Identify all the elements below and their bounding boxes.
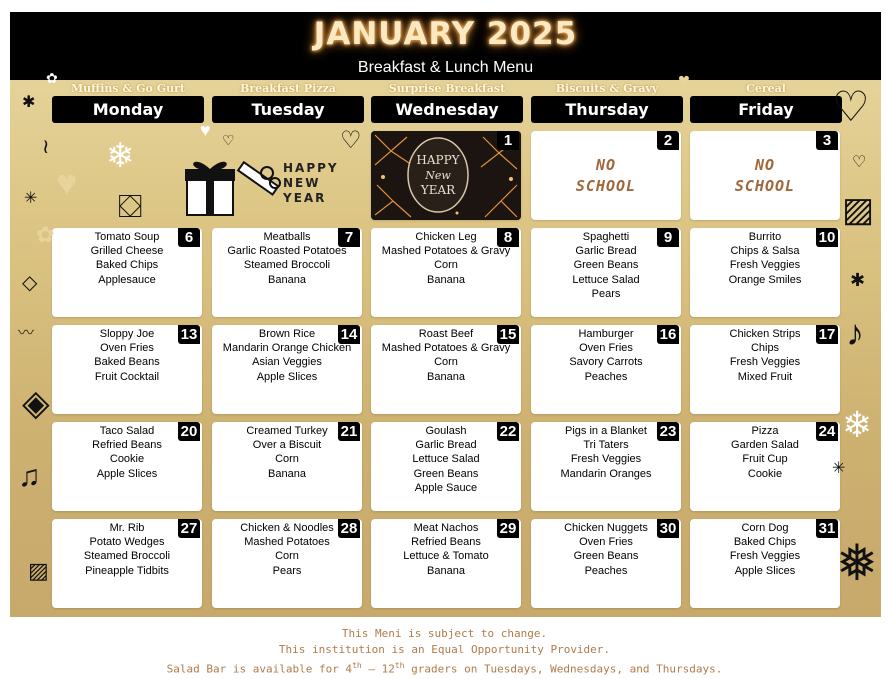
snowflake-icon: ❄ bbox=[106, 137, 135, 175]
day-header-friday: Friday bbox=[690, 96, 842, 123]
day-cell-1 bbox=[371, 131, 521, 220]
menu-item: Mixed Fruit bbox=[737, 370, 793, 383]
menu-item: Pears bbox=[591, 287, 621, 300]
menu-item: Savory Carrots bbox=[569, 356, 643, 369]
heart-icon: ♥ bbox=[200, 120, 211, 140]
greeting-line-2: NEW bbox=[283, 176, 321, 190]
sparkle-icon: ✳ bbox=[24, 190, 38, 207]
music-note-icon: ♫ bbox=[18, 460, 41, 493]
day-number: 14 bbox=[338, 325, 360, 344]
gift-outline-icon: ⛋ bbox=[118, 188, 143, 224]
day-number: 3 bbox=[816, 131, 838, 150]
menu-item: Pigs in a Blanket bbox=[565, 425, 647, 437]
menu-item: Garden Salad bbox=[731, 439, 799, 452]
menu-item: Mashed Potatoes & Gravy bbox=[381, 245, 511, 258]
menu-item: Chips & Salsa bbox=[730, 245, 800, 258]
day-cell-21 bbox=[212, 422, 362, 511]
fireworks-caption-3: YEAR bbox=[420, 183, 456, 197]
menu-item: Meatballs bbox=[263, 231, 311, 243]
day-number: 16 bbox=[657, 325, 679, 344]
menu-item: Garlic Roasted Potatoes bbox=[227, 245, 347, 258]
music-note-icon: ♪ bbox=[846, 312, 864, 353]
menu-item: Banana bbox=[427, 564, 465, 577]
day-number: 29 bbox=[497, 519, 519, 538]
footer-line-1: This Meni is subject to change. bbox=[341, 627, 548, 640]
menu-item: Corn bbox=[434, 356, 458, 369]
day-cell-3 bbox=[690, 131, 840, 220]
greeting-line-1: HAPPY bbox=[283, 161, 339, 175]
day-number: 17 bbox=[816, 325, 838, 344]
day-cell-23 bbox=[531, 422, 681, 511]
menu-item: Mashed Potatoes & Gravy bbox=[381, 342, 511, 355]
menu-items bbox=[371, 521, 521, 578]
menu-item: Fresh Veggies bbox=[729, 356, 801, 369]
menu-items bbox=[690, 230, 840, 287]
breakfast-label-thursday: Biscuits & Gravy bbox=[555, 82, 659, 95]
day-cell-13 bbox=[52, 325, 202, 414]
menu-item: Sloppy Joe bbox=[99, 328, 155, 340]
day-cell-22 bbox=[371, 422, 521, 511]
day-cell-14 bbox=[212, 325, 362, 414]
footer-notes bbox=[0, 626, 889, 678]
heart-gold-icon: ♥ bbox=[56, 162, 78, 203]
menu-items bbox=[212, 424, 362, 481]
page-subtitle: Breakfast & Lunch Menu bbox=[357, 59, 534, 76]
breakfast-label-tuesday: Breakfast Pizza bbox=[240, 82, 336, 95]
footer-line-2: This institution is an Equal Opportunity Provider. bbox=[278, 643, 611, 656]
menu-item: Pizza bbox=[751, 425, 779, 437]
day-number: 22 bbox=[497, 422, 519, 441]
menu-item: Cookie bbox=[747, 467, 783, 480]
footer-sup-1: th bbox=[352, 661, 362, 670]
menu-item: Lettuce & Tomato bbox=[403, 550, 489, 563]
menu-item: Mandarin Oranges bbox=[560, 467, 652, 480]
menu-items bbox=[212, 521, 362, 578]
menu-item: Spaghetti bbox=[582, 231, 630, 243]
menu-items bbox=[690, 327, 840, 384]
day-cell-20 bbox=[52, 422, 202, 511]
flower-icon: ✿ bbox=[36, 222, 55, 247]
day-cell-29 bbox=[371, 519, 521, 608]
no-school-line-2: SCHOOL bbox=[575, 177, 637, 195]
menu-item: Chicken Nuggets bbox=[564, 522, 648, 534]
menu-item: Chicken & Noodles bbox=[240, 522, 334, 534]
day-header-tuesday: Tuesday bbox=[212, 96, 364, 123]
menu-item: Baked Chips bbox=[95, 259, 159, 272]
breakfast-label-friday: Cereal bbox=[746, 82, 786, 95]
menu-poster bbox=[10, 12, 881, 617]
menu-items bbox=[52, 327, 202, 384]
menu-item: Mandarin Orange Chicken bbox=[222, 342, 352, 355]
squiggle-icon: ≀ bbox=[42, 136, 50, 158]
menu-item: Roast Beef bbox=[418, 328, 474, 340]
menu-items bbox=[690, 424, 840, 481]
menu-item: Fruit Cup bbox=[742, 453, 788, 466]
menu-item: Corn Dog bbox=[741, 522, 789, 534]
menu-items bbox=[212, 230, 362, 287]
menu-item: Banana bbox=[427, 273, 465, 286]
happy-new-year-text bbox=[283, 161, 339, 206]
day-number: 7 bbox=[338, 228, 360, 247]
menu-item: Corn bbox=[275, 550, 299, 563]
menu-item: Brown Rice bbox=[258, 328, 316, 340]
day-number: 31 bbox=[816, 519, 838, 538]
day-number: 23 bbox=[657, 422, 679, 441]
fireworks-caption bbox=[408, 153, 468, 198]
day-number: 6 bbox=[178, 228, 200, 247]
menu-item: Potato Wedges bbox=[89, 536, 165, 549]
menu-item: Taco Salad bbox=[99, 425, 155, 437]
menu-item: Green Beans bbox=[413, 467, 479, 480]
menu-item: Apple Sauce bbox=[414, 481, 478, 494]
wave-icon: 〰 bbox=[18, 325, 35, 342]
day-cell-28 bbox=[212, 519, 362, 608]
day-header-wednesday: Wednesday bbox=[371, 96, 523, 123]
menu-items bbox=[52, 230, 202, 287]
page-title: JANUARY 2025 bbox=[313, 16, 578, 52]
menu-item: Asian Veggies bbox=[252, 356, 322, 369]
menu-item: Oven Fries bbox=[100, 342, 154, 355]
gift-box-icon bbox=[185, 155, 285, 217]
menu-items bbox=[531, 230, 681, 301]
heart-outline-icon: ♡ bbox=[222, 132, 235, 148]
day-number: 10 bbox=[816, 228, 838, 247]
menu-item: Banana bbox=[268, 467, 306, 480]
title-banner bbox=[10, 12, 881, 80]
sparkle-icon: ✱ bbox=[850, 270, 866, 290]
menu-item: Burrito bbox=[748, 231, 782, 243]
day-number: 13 bbox=[178, 325, 200, 344]
menu-item: Corn bbox=[434, 259, 458, 272]
no-school-text bbox=[531, 155, 681, 197]
day-cell-7 bbox=[212, 228, 362, 317]
menu-item: Steamed Broccoli bbox=[243, 259, 331, 272]
no-school-line-1: NO bbox=[595, 156, 617, 174]
menu-items bbox=[531, 327, 681, 384]
menu-item: Refried Beans bbox=[92, 439, 162, 452]
menu-item: Steamed Broccoli bbox=[83, 550, 171, 563]
menu-item: Fresh Veggies bbox=[570, 453, 642, 466]
stripes-icon: ▨ bbox=[842, 191, 875, 229]
day-cell-17 bbox=[690, 325, 840, 414]
day-number: 9 bbox=[657, 228, 679, 247]
menu-item: Oven Fries bbox=[579, 342, 633, 355]
fireworks-caption-2: New bbox=[425, 169, 451, 182]
menu-item: Apple Slices bbox=[256, 370, 318, 383]
footer-line-3 bbox=[0, 658, 889, 678]
menu-item: Garlic Bread bbox=[415, 439, 477, 452]
menu-item: Goulash bbox=[425, 425, 467, 437]
day-cell-10 bbox=[690, 228, 840, 317]
day-number: 20 bbox=[178, 422, 200, 441]
menu-item: Hamburger bbox=[578, 328, 634, 340]
menu-item: Cookie bbox=[109, 453, 145, 466]
menu-items bbox=[531, 424, 681, 481]
day-number: 24 bbox=[816, 422, 838, 441]
menu-item: Peaches bbox=[584, 370, 628, 383]
menu-item: Over a Biscuit bbox=[252, 439, 322, 452]
menu-items bbox=[531, 521, 681, 578]
menu-item: Banana bbox=[427, 370, 465, 383]
day-cell-2 bbox=[531, 131, 681, 220]
menu-item: Fresh Veggies bbox=[729, 550, 801, 563]
menu-item: Tomato Soup bbox=[94, 231, 160, 243]
footer-line-3-part-a: Salad Bar is available for 4 bbox=[166, 662, 353, 676]
footer-sup-2: th bbox=[394, 661, 405, 670]
day-number: 15 bbox=[497, 325, 519, 344]
day-number: 30 bbox=[657, 519, 679, 538]
fireworks-caption-1: HAPPY bbox=[416, 153, 460, 167]
no-school-line-1: NO bbox=[754, 156, 776, 174]
diamond-icon: ◇ bbox=[22, 272, 38, 294]
heart-outline-icon: ♡ bbox=[852, 154, 867, 171]
no-school-text bbox=[690, 155, 840, 197]
day-cell-16 bbox=[531, 325, 681, 414]
menu-items bbox=[690, 521, 840, 578]
day-number: 8 bbox=[497, 228, 519, 247]
menu-item: Fruit Cocktail bbox=[94, 370, 160, 383]
day-cell-15 bbox=[371, 325, 521, 414]
menu-item: Banana bbox=[268, 273, 306, 286]
footer-line-3-part-c: graders on Tuesdays, Wednesdays, and Thursdays. bbox=[404, 662, 723, 676]
menu-item: Mashed Potatoes bbox=[244, 536, 330, 549]
menu-item: Pears bbox=[272, 564, 302, 577]
menu-item: Pineapple Tidbits bbox=[85, 564, 169, 577]
day-number: 28 bbox=[338, 519, 360, 538]
snowflake-icon: ❄ bbox=[842, 404, 873, 445]
stripes-icon: ▨ bbox=[28, 558, 49, 583]
day-cell-31 bbox=[690, 519, 840, 608]
day-number: 1 bbox=[497, 131, 519, 150]
menu-item: Chips bbox=[750, 342, 780, 355]
menu-items bbox=[371, 327, 521, 384]
day-cell-30 bbox=[531, 519, 681, 608]
breakfast-label-monday: Muffins & Go Gurt bbox=[71, 82, 185, 95]
gift-outline-icon: ◈ bbox=[22, 382, 50, 423]
menu-items bbox=[52, 521, 202, 578]
menu-item: Garlic Bread bbox=[575, 245, 637, 258]
menu-item: Refried Beans bbox=[411, 536, 481, 549]
day-cell-24 bbox=[690, 422, 840, 511]
day-number: 21 bbox=[338, 422, 360, 441]
menu-item: Chicken Strips bbox=[729, 328, 801, 340]
sparkle-icon: ✳ bbox=[832, 460, 846, 477]
menu-item: Peaches bbox=[584, 564, 628, 577]
menu-item: Baked Chips bbox=[733, 536, 797, 549]
menu-item: Creamed Turkey bbox=[246, 425, 328, 437]
day-header-thursday: Thursday bbox=[531, 96, 683, 123]
day-number: 27 bbox=[178, 519, 200, 538]
menu-item: Applesauce bbox=[98, 273, 156, 286]
menu-item: Apple Slices bbox=[96, 467, 158, 480]
menu-item: Mr. Rib bbox=[109, 522, 145, 534]
day-cell-8 bbox=[371, 228, 521, 317]
snowflake-icon: ❅ bbox=[836, 535, 878, 591]
menu-item: Oven Fries bbox=[579, 536, 633, 549]
day-cell-9 bbox=[531, 228, 681, 317]
menu-item: Tri Taters bbox=[583, 439, 629, 452]
menu-item: Grilled Cheese bbox=[90, 245, 164, 258]
menu-item: Lettuce Salad bbox=[572, 273, 640, 286]
menu-items bbox=[371, 424, 521, 495]
menu-item: Baked Beans bbox=[94, 356, 160, 369]
day-number: 2 bbox=[657, 131, 679, 150]
day-header-monday: Monday bbox=[52, 96, 204, 123]
day-cell-6 bbox=[52, 228, 202, 317]
menu-item: Lettuce Salad bbox=[412, 453, 480, 466]
menu-item: Orange Smiles bbox=[728, 273, 802, 286]
footer-line-3-part-b: – 12 bbox=[361, 662, 395, 676]
menu-item: Green Beans bbox=[573, 259, 639, 272]
flower-icon: ✿ bbox=[46, 70, 58, 86]
menu-item: Apple Slices bbox=[734, 564, 796, 577]
menu-items bbox=[212, 327, 362, 384]
menu-item: Meat Nachos bbox=[413, 522, 479, 534]
no-school-line-2: SCHOOL bbox=[734, 177, 796, 195]
menu-item: Fresh Veggies bbox=[729, 259, 801, 272]
menu-item: Chicken Leg bbox=[415, 231, 477, 243]
heart-outline-icon: ♡ bbox=[340, 127, 362, 154]
breakfast-label-wednesday: Surprise Breakfast bbox=[388, 82, 506, 95]
menu-items bbox=[52, 424, 202, 481]
menu-item: Green Beans bbox=[573, 550, 639, 563]
heart-outline-icon: ♡ bbox=[832, 83, 870, 130]
day-cell-27 bbox=[52, 519, 202, 608]
menu-item: Corn bbox=[275, 453, 299, 466]
greeting-line-3: YEAR bbox=[283, 191, 327, 205]
sparkle-icon: ✱ bbox=[22, 94, 36, 111]
heart-gold-icon: ♥ bbox=[678, 70, 690, 92]
menu-items bbox=[371, 230, 521, 287]
